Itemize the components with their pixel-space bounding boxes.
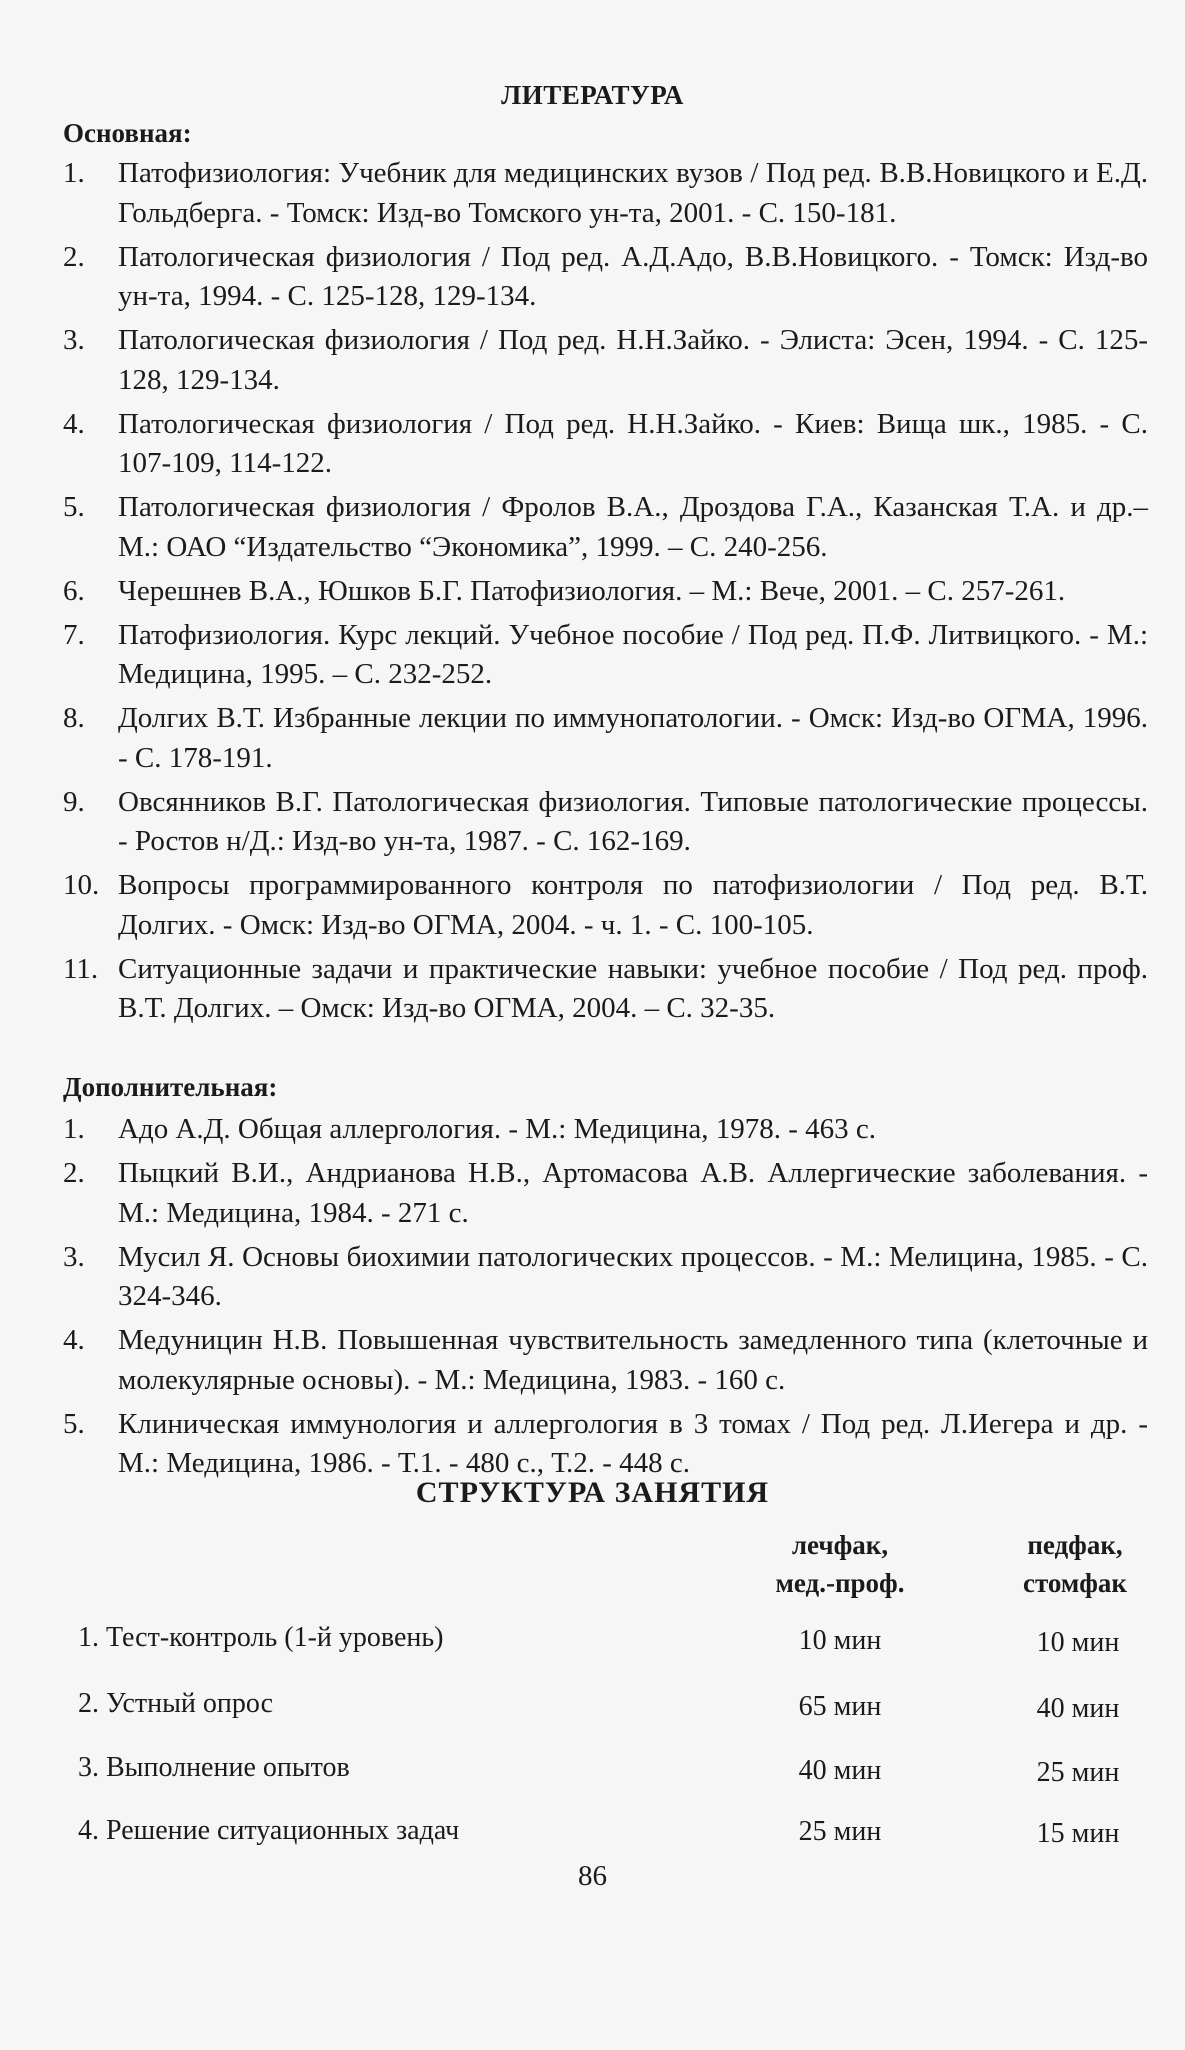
row-value-lechfak: 25 мин [798, 1816, 882, 1847]
row-value-lechfak: 40 мин [798, 1755, 882, 1786]
page-number: 86 [578, 1860, 607, 1892]
row-value-lechfak: 65 мин [798, 1691, 882, 1722]
reference-item: 7. Патофизиология. Курс лекций. Учебное пособие / Под ред. П.Ф. Литвицкого. - М.: Медицина, 1995. – С. 232-252. [63, 618, 1148, 690]
reference-item: 4. Патологическая физиология / Под ред. Н.Н.Зайко. - Киев: Вища шк., 1985. - С. 107-109, 114-122. [63, 407, 1148, 479]
reference-item: 2. Патологическая физиология / Под ред. А.Д.Адо, В.В.Новицкого. - Томск: Изд-во ун-та, 1994. - С. 125-128, 129-134. [63, 240, 1148, 312]
row-value-lechfak: 10 мин [798, 1625, 882, 1656]
extra-references-list [63, 1110, 1148, 1488]
row-value-pedfak: 25 мин [1036, 1757, 1120, 1788]
reference-item: 5. Клиническая иммунология и аллергология в 3 томах / Под ред. Л.Иегера и др. - М.: Медицина, 1986. - Т.1. - 480 с., Т.2. - 448 с. [63, 1407, 1148, 1479]
reference-item: 2. Пыцкий В.И., Андрианова Н.В., Артомасова А.В. Аллергические заболевания. - М.: Медицина, 1984. - 271 с. [63, 1157, 1148, 1229]
reference-item: 5. Патологическая физиология / Фролов В.А., Дроздова Г.А., Казанская Т.А. и др.– М.: ОАО “Издательство “Экономика”, 1999. – С. 240-256. [63, 491, 1148, 563]
row-label: 1. Тест-контроль (1-й уровень) [78, 1622, 444, 1653]
reference-item: 3. Патологическая физиология / Под ред. Н.Н.Зайко. - Элиста: Эсен, 1994. - С. 125-128, 129-134. [63, 324, 1148, 396]
reference-item: 3. Мусил Я. Основы биохимии патологических процессов. - М.: Мелицина, 1985. - С. 324-346. [63, 1240, 1148, 1312]
main-references-list [63, 154, 1148, 1033]
row-value-pedfak: 15 мин [1036, 1818, 1120, 1849]
main-literature-heading: Основная: [63, 118, 192, 148]
row-label: 3. Выполнение опытов [78, 1752, 350, 1783]
extra-literature-heading: Дополнительная: [63, 1072, 278, 1102]
literature-title: ЛИТЕРАТУРА [501, 80, 684, 110]
row-value-pedfak: 10 мин [1036, 1627, 1120, 1658]
reference-item: 8. Долгих В.Т. Избранные лекции по иммунопатологии. - Омск: Изд-во ОГМА, 1996. - С. 178-191. [63, 702, 1148, 774]
column-header-lechfak: лечфак, мед.-проф. [775, 1530, 905, 1598]
reference-item: 1. Адо А.Д. Общая аллергология. - М.: Медицина, 1978. - 463 с. [63, 1113, 876, 1145]
row-value-pedfak: 40 мин [1036, 1693, 1120, 1724]
reference-item: 9. Овсянников В.Г. Патологическая физиология. Типовые патологические процессы. - Ростов н/Д.: Изд-во ун-та, 1987. - С. 162-169. [63, 785, 1148, 857]
reference-item: 11. Ситуационные задачи и практические навыки: учебное пособие / Под ред. проф. В.Т. Долгих. – Омск: Изд-во ОГМА, 2004. – С. 32-35. [63, 952, 1148, 1024]
row-label: 4. Решение ситуационных задач [78, 1815, 460, 1846]
row-label: 2. Устный опрос [78, 1688, 274, 1719]
reference-item: 6. Черешнев В.А., Юшков Б.Г. Патофизиология. – М.: Вече, 2001. – С. 257-261. [63, 574, 1066, 607]
reference-item: 1. Патофизиология: Учебник для медицинских вузов / Под ред. В.В.Новицкого и Е.Д. Гольдберга. - Томск: Изд-во Томского ун-та, 2001. - С. 150-181. [63, 157, 1148, 229]
column-header-pedfak: педфак, стомфак [1022, 1530, 1127, 1598]
reference-item: 4. Медуницин Н.В. Повышенная чувствительность замедленного типа (клеточные и молекулярные основы). - М.: Медицина, 1983. - 160 с. [63, 1324, 1148, 1396]
structure-title: СТРУКТУРА ЗАНЯТИЯ [415, 1476, 770, 1509]
reference-item: 10. Вопросы программированного контроля по патофизиологии / Под ред. В.Т. Долгих. - Омск: Изд-во ОГМА, 2004. - ч. 1. - С. 100-105. [63, 869, 1148, 941]
